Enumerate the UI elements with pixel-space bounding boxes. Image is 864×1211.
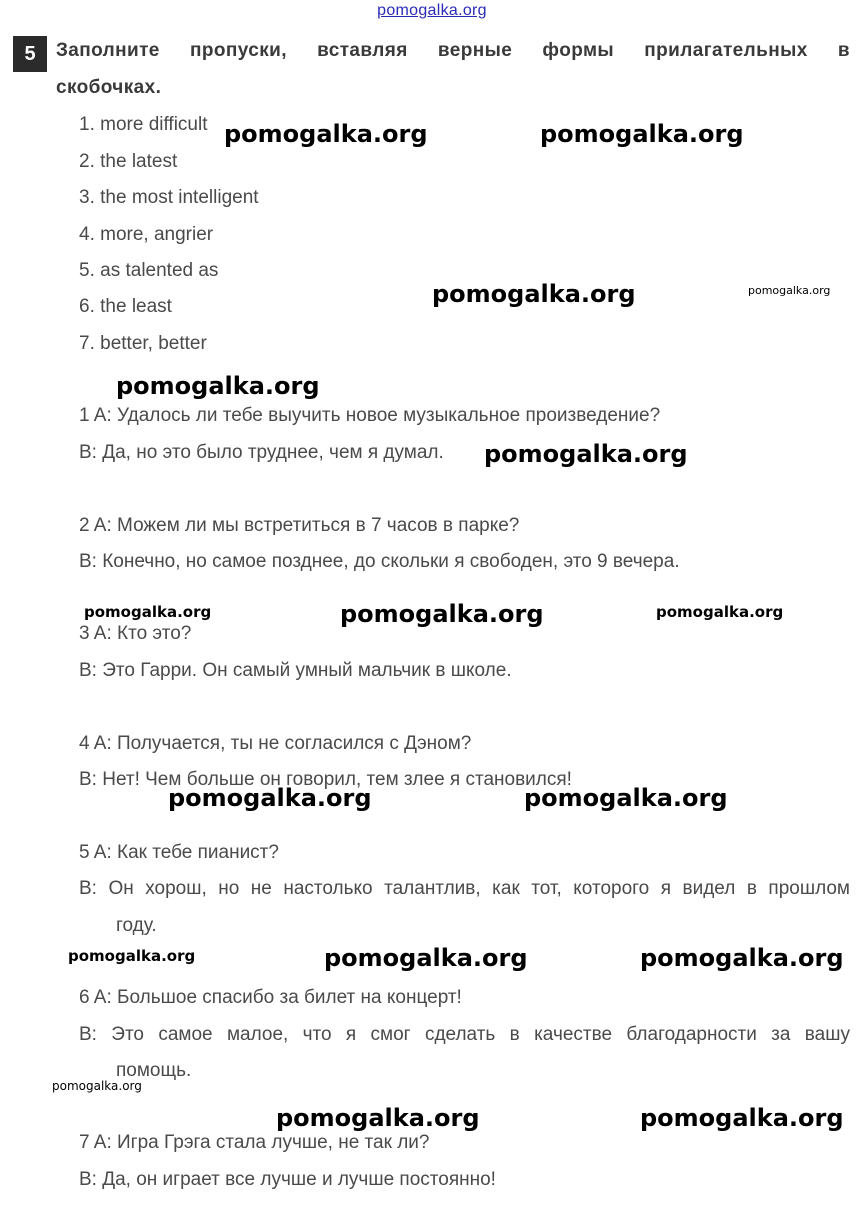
answer-item: 6. the least	[79, 296, 172, 317]
watermark: pomogalka.org	[540, 120, 744, 148]
dialogue-line-b: B: Он хорош, но не настолько талантлив, как тот, которого я видел в прошлом	[79, 878, 850, 899]
dialogue-line-b: B: Да, он играет все лучше и лучше постоянно!	[79, 1169, 496, 1190]
watermark: pomogalka.org	[640, 944, 844, 972]
dialogue-line-b: B: Это Гарри. Он самый умный мальчик в школе.	[79, 660, 512, 681]
answer-item: 1. more difficult	[79, 114, 208, 135]
dialogue-line-b: B: Это самое малое, что я смог сделать в качестве благодарности за вашу	[79, 1024, 850, 1045]
answer-item: 5. as talented as	[79, 260, 219, 281]
watermark: pomogalka.org	[340, 600, 544, 628]
watermark: pomogalka.org	[524, 784, 728, 812]
answer-item: 3. the most intelligent	[79, 187, 259, 208]
watermark: pomogalka.org	[52, 1079, 142, 1093]
answer-item: 7. better, better	[79, 333, 207, 354]
watermark: pomogalka.org	[748, 284, 831, 297]
task-instruction-line-2: скобочках.	[56, 77, 162, 98]
watermark: pomogalka.org	[324, 944, 528, 972]
answer-item: 4. more, angrier	[79, 224, 214, 245]
watermark: pomogalka.org	[84, 603, 212, 621]
task-number-badge: 5	[13, 36, 47, 72]
watermark: pomogalka.org	[276, 1104, 480, 1132]
dialogue-line-a: 2 A: Можем ли мы встретиться в 7 часов в парке?	[79, 515, 520, 536]
answer-item: 2. the latest	[79, 151, 178, 172]
dialogue-line-a: 6 A: Большое спасибо за билет на концерт!	[79, 987, 462, 1008]
watermark: pomogalka.org	[432, 280, 636, 308]
site-link[interactable]: pomogalka.org	[377, 2, 487, 19]
watermark: pomogalka.org	[224, 120, 428, 148]
dialogue-line-a: 7 A: Игра Грэга стала лучше, не так ли?	[79, 1132, 430, 1153]
watermark: pomogalka.org	[168, 784, 372, 812]
dialogue-line-b: B: Нет! Чем больше он говорил, тем злее я становился!	[79, 769, 572, 790]
dialogue-line-a: 3 A: Кто это?	[79, 623, 192, 644]
watermark: pomogalka.org	[656, 603, 784, 621]
dialogue-line-a: 4 A: Получается, ты не согласился с Дэном?	[79, 733, 472, 754]
watermark: pomogalka.org	[640, 1104, 844, 1132]
dialogue-line-a: 1 A: Удалось ли тебе выучить новое музыкальное произведение?	[79, 405, 661, 426]
watermark: pomogalka.org	[68, 947, 196, 965]
watermark: pomogalka.org	[116, 372, 320, 400]
watermark: pomogalka.org	[484, 440, 688, 468]
dialogue-line-b-continued: помощь.	[116, 1060, 192, 1081]
dialogue-line-a: 5 A: Как тебе пианист?	[79, 842, 279, 863]
dialogue-line-b: B: Да, но это было труднее, чем я думал.	[79, 442, 444, 463]
task-instruction-line-1: Заполните пропуски, вставляя верные формы прилагательных в	[56, 40, 850, 61]
dialogue-line-b-continued: году.	[116, 915, 157, 936]
dialogue-line-b: B: Конечно, но самое позднее, до скольки я свободен, это 9 вечера.	[79, 551, 680, 572]
